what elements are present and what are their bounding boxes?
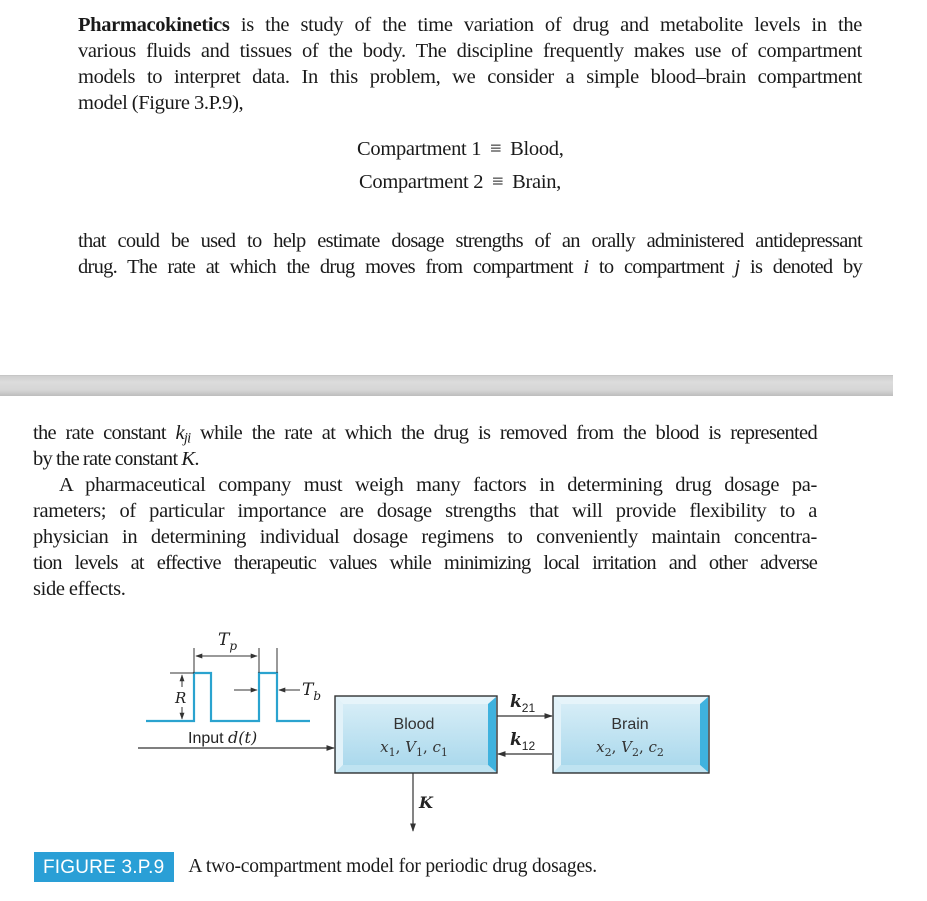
term-pharmacokinetics: Pharmacokinetics bbox=[78, 14, 230, 36]
var-j: j bbox=[734, 256, 740, 278]
k21-label: $k_{21}$ bbox=[510, 692, 536, 715]
tp-label: $T_p$ bbox=[218, 630, 238, 653]
text: to compartment bbox=[588, 256, 735, 278]
k12-label: $k_{12}$ bbox=[510, 730, 536, 753]
input-label: Input d(t) bbox=[188, 728, 258, 747]
text: by the rate constant bbox=[33, 448, 182, 470]
r-label: R bbox=[175, 689, 187, 707]
definition-lhs: Compartment 2 bbox=[359, 171, 484, 193]
text-line: tion levels at effective therapeutic values while minimizing local irritation and other adverse bbox=[33, 552, 817, 574]
var-i: i bbox=[583, 256, 589, 278]
equiv-symbol: ≡ bbox=[492, 171, 504, 193]
page-separator bbox=[0, 375, 893, 396]
text-line: model (Figure 3.P.9), bbox=[78, 92, 244, 114]
compartment-diagram bbox=[0, 600, 927, 840]
text-line: A pharmaceutical company must weigh many factors in determining drug dosage pa- bbox=[59, 474, 817, 496]
rate-paragraph bbox=[33, 420, 817, 472]
figure-caption bbox=[34, 852, 597, 882]
usage-paragraph bbox=[78, 228, 862, 280]
text: the rate constant bbox=[33, 422, 176, 444]
text-line: models to interpret data. In this problem, we consider a simple blood–brain compartment bbox=[78, 66, 862, 88]
figure-caption-text: A two-compartment model for periodic drug dosages. bbox=[188, 856, 597, 877]
text-line bbox=[33, 420, 817, 446]
K-label: K bbox=[419, 793, 433, 812]
intro-paragraph bbox=[78, 12, 862, 116]
k-symbol: k bbox=[175, 422, 184, 444]
blood-compartment-box bbox=[335, 696, 497, 773]
blood-variables: $x_1$, $V_1$, $c_1$ bbox=[380, 738, 448, 759]
text-line: that could be used to help estimate dosage strengths of an orally administered antidepressant bbox=[78, 230, 862, 252]
definition-lhs: Compartment 1 bbox=[357, 138, 482, 160]
figure-label-badge: FIGURE 3.P.9 bbox=[34, 852, 174, 882]
text: is denoted by bbox=[739, 256, 862, 278]
K-symbol: K bbox=[181, 448, 195, 470]
brain-label: Brain bbox=[611, 716, 649, 733]
equiv-symbol: ≡ bbox=[490, 138, 502, 160]
definition-rhs: Brain, bbox=[512, 171, 562, 193]
brain-variables: $x_2$, $V_2$, $c_2$ bbox=[596, 738, 664, 759]
text-line: physician in determining individual dosage regimens to conveniently maintain concentra- bbox=[33, 526, 817, 548]
blood-label: Blood bbox=[393, 716, 435, 733]
text: drug. The rate at which the drug moves from compartment bbox=[78, 256, 584, 278]
pulse-waveform bbox=[146, 673, 310, 721]
company-paragraph bbox=[33, 472, 817, 602]
definition-rhs: Blood, bbox=[510, 138, 564, 160]
k-ji-symbol bbox=[175, 422, 191, 447]
text: while the rate at which the drug is removed from the blood is represented bbox=[190, 422, 817, 444]
definition-compartment-2 bbox=[359, 166, 561, 199]
text: . bbox=[194, 448, 199, 470]
brain-compartment-box bbox=[553, 696, 709, 773]
text-line: various fluids and tissues of the body. The discipline frequently makes use of compartment bbox=[78, 40, 862, 62]
text-line: rameters; of particular importance are dosage strengths that will provide flexibility to a bbox=[33, 500, 817, 522]
text-line: is the study of the time variation of drug and metabolite levels in the bbox=[229, 14, 862, 36]
definition-compartment-1 bbox=[357, 133, 564, 166]
text-line bbox=[33, 446, 817, 472]
text-line: side effects. bbox=[33, 578, 126, 600]
text-line bbox=[78, 254, 862, 280]
k-subscript: ji bbox=[183, 430, 191, 447]
tb-label: $T_b$ bbox=[302, 680, 322, 703]
